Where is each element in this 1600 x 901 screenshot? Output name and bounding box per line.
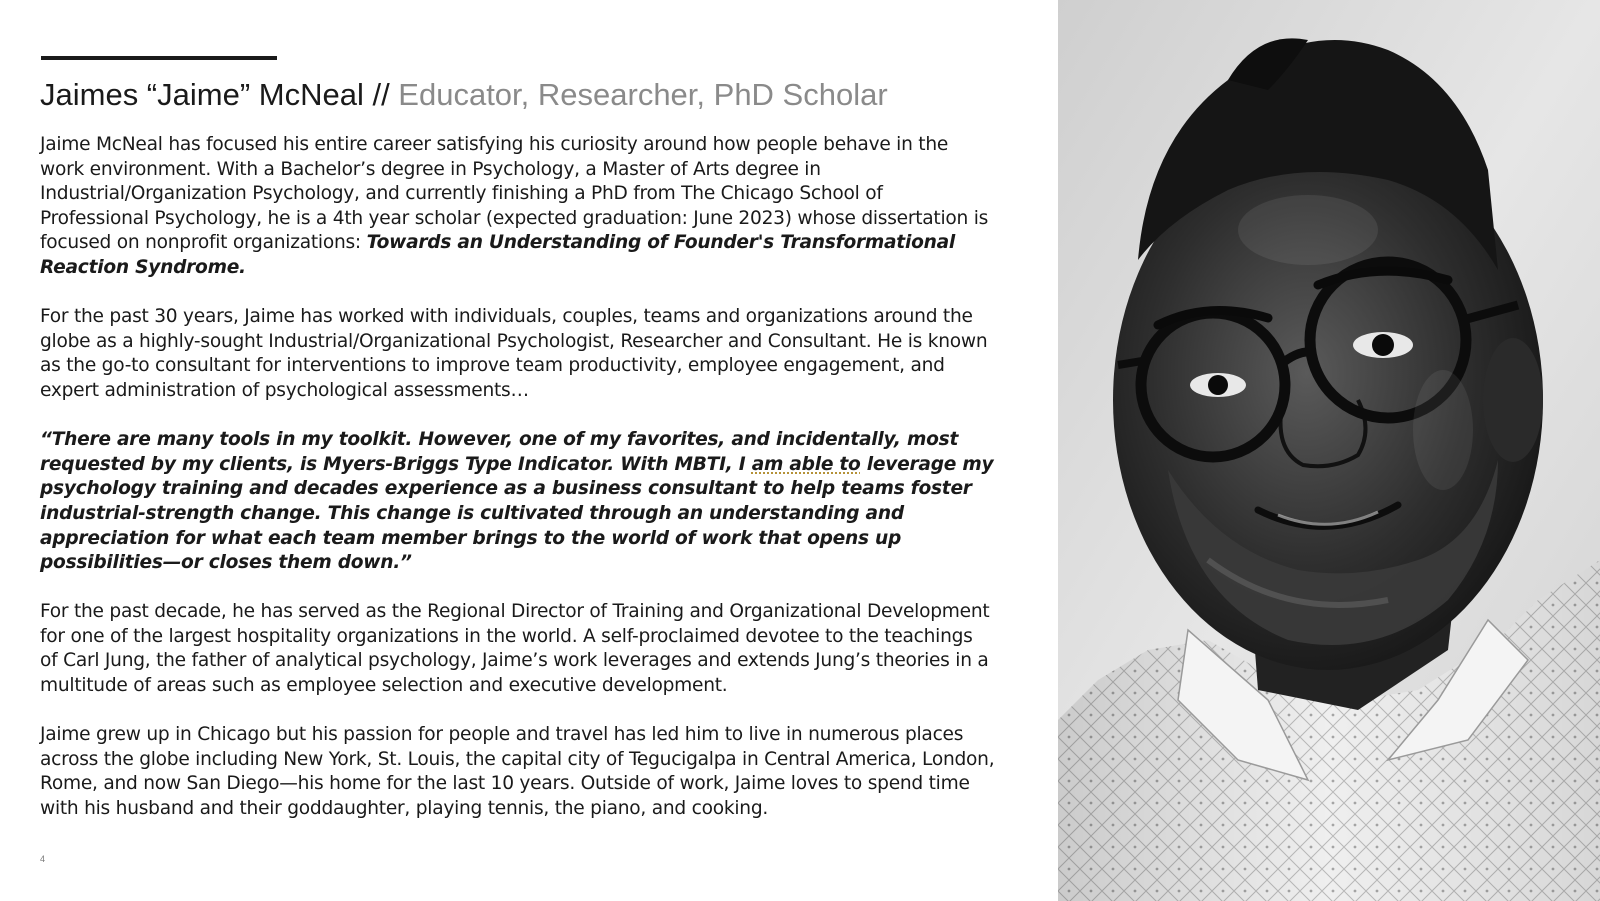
quote-flagged-phrase: am able to [751,453,861,475]
title-separator: // [363,77,399,112]
title-subtitle: Educator, Researcher, PhD Scholar [398,77,888,112]
portrait-photo [1058,0,1600,901]
dissertation-title: Towards an Understanding of Founder's Transformational Reaction Syndrome. [40,232,956,278]
bio-paragraph-career: For the past decade, he has served as the Regional Director of Training and Organizational Development for one of the largest hospitality organizations in the world. A self-proclaimed devotee to the teachings of Carl Jung, the father of analytical psychology, Jaime’s work leverages and extends Jung’s theories in a multitude of areas such as employee selection and executive development. [40,601,990,697]
title-accent-rule [41,56,277,60]
bio-paragraph-personal: Jaime grew up in Chicago but his passion for people and travel has led him to live in numerous places across the globe including New York, St. Louis, the capital city of Tegucigalpa in Central America, London, Rome, and now San Diego—his home for the last 10 years. Outside of work, Jaime loves to spend time with his husband and their goddaughter, playing tennis, the piano, and cooking. [40,724,995,820]
education-text: Jaime McNeal has focused his entire career satisfying his curiosity around how people behave in the work environment. With a Bachelor’s degree in Psychology, a Master of Arts degree in Industrial/Organization Psychology, and currently finishing a PhD from The Chicago School of Professional Psychology, he is a 4th year scholar (expected graduation: June 2023) whose dissertation is focused on nonprofit organizations: [40,134,989,254]
quote-text-end: leverage my psychology training and decades experience as a business consultant to help teams foster industrial-strength change. This change is cultivated through an understanding and appreciation for what each team member brings to the world of work that opens up possibilities—or closes them down.” [40,453,994,574]
title-name: Jaimes “Jaime” McNeal [40,77,364,112]
slide-title [40,74,1040,116]
quote-text-start: “There are many tools in my toolkit. However, one of my favorites, and incidentally, most requested by my clients, is Myers-Briggs Type Indicator. With MBTI, I [40,429,959,475]
bio-text [40,133,995,846]
bio-paragraph-experience: For the past 30 years, Jaime has worked with individuals, couples, teams and organizations around the globe as a highly-sought Industrial/Organizational Psychologist, Researcher and Consultant. He is known as the go-to consultant for interventions to improve team productivity, employee engagement, and expert administration of psychological assessments… [40,306,988,401]
bio-quote [40,428,995,576]
page-number: 4 [40,854,46,864]
portrait-illustration [1058,0,1600,901]
bio-paragraph-education [40,133,995,281]
